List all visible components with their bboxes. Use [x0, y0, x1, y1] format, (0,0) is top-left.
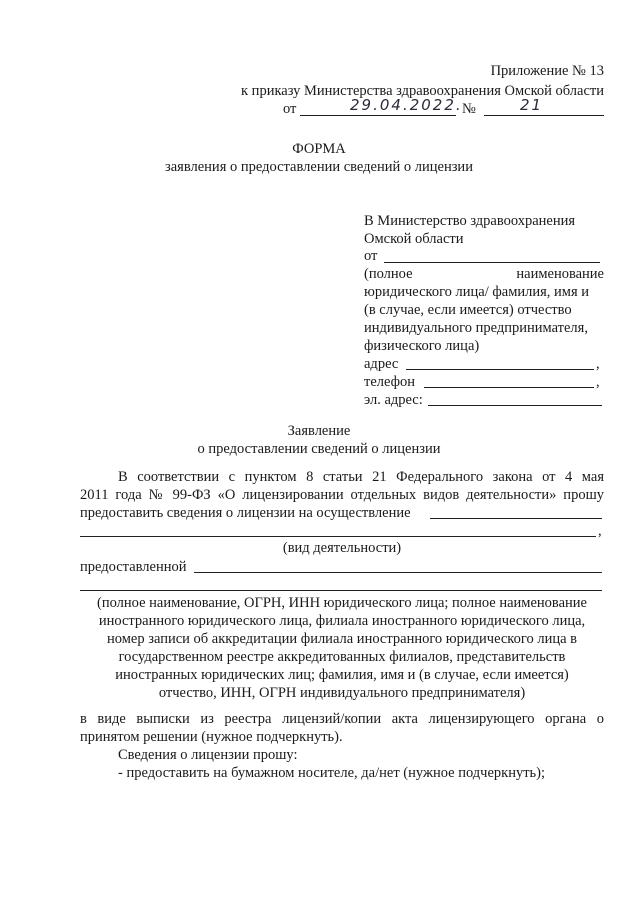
- addressee-from-line: [384, 262, 600, 263]
- para1-line2: 2011 года № 99-ФЗ «О лицензировании отдельных видов деятельности» прошу: [80, 487, 604, 503]
- para2-line1: в виде выписки из реестра лицензий/копии акта лицензирующего органа о: [80, 711, 604, 727]
- addressee-hint-word1: (полное: [364, 266, 413, 282]
- statement-subtitle: о предоставлении сведений о лицензии: [197, 441, 441, 457]
- addressee-from-label: от: [364, 248, 378, 264]
- entity-hint-1: (полное наименование, ОГРН, ИНН юридического лица; полное наименование: [97, 595, 587, 611]
- address-label: адрес: [364, 356, 399, 372]
- appendix-label: Приложение № 13: [490, 63, 604, 79]
- phone-line: [424, 387, 594, 388]
- addressee-hint-line4: индивидуального предпринимателя,: [364, 320, 588, 336]
- order-number-handwritten: 21: [520, 96, 544, 114]
- form-title: ФОРМА: [292, 141, 346, 157]
- para2-line2: принятом решении (нужное подчеркнуть).: [80, 729, 343, 745]
- activity-line-1: [430, 518, 602, 519]
- addressee-hint-line5: физического лица): [364, 338, 480, 354]
- para3: Сведения о лицензии прошу:: [118, 747, 298, 763]
- order-date-line: [300, 115, 456, 116]
- order-date-label: от: [283, 101, 297, 117]
- order-date-handwritten: 29.04.2022.: [350, 96, 463, 114]
- order-reference: к приказу Министерства здравоохранения Омской области: [241, 83, 604, 99]
- entity-hint-4: государственном реестре аккредитованных филиалов, представительств: [118, 649, 566, 665]
- order-number-label: №: [462, 101, 476, 117]
- email-label: эл. адрес:: [364, 392, 423, 408]
- entity-hint-2: иностранного юридического лица, филиала иностранного юридического лица,: [98, 613, 586, 629]
- entity-hint-3: номер записи об аккредитации филиала иностранного юридического лица в: [107, 631, 577, 647]
- phone-label: телефон: [364, 374, 416, 390]
- addressee-hint-line3: (в случае, если имеется) отчество: [364, 302, 572, 318]
- addressee-hint-word2: наименование: [516, 266, 604, 282]
- order-number-line: [484, 115, 604, 116]
- entity-hint-5: иностранных юридических лиц; фамилия, имя и (в случае, если имеется): [115, 667, 569, 683]
- activity-hint: (вид деятельности): [282, 540, 402, 556]
- provided-label: предоставленной: [80, 559, 187, 575]
- address-line: [406, 369, 594, 370]
- provided-line-1: [194, 572, 602, 573]
- activity-line-2: [80, 536, 596, 537]
- addressee-line1: В Министерство здравоохранения: [364, 213, 576, 229]
- provided-line-2: [80, 590, 602, 591]
- para4: - предоставить на бумажном носителе, да/нет (нужное подчеркнуть);: [118, 765, 546, 781]
- addressee-line2: Омской области: [364, 231, 464, 247]
- email-line: [428, 405, 602, 406]
- para1-line1: В соответствии с пунктом 8 статьи 21 Федерального закона от 4 мая: [118, 469, 604, 485]
- addressee-hint-line2: юридического лица/ фамилия, имя и: [364, 284, 590, 300]
- statement-title: Заявление: [287, 423, 351, 439]
- form-subtitle: заявления о предоставлении сведений о лицензии: [165, 159, 473, 175]
- para1-line3: предоставить сведения о лицензии на осуществление: [80, 505, 411, 521]
- entity-hint-6: отчество, ИНН, ОГРН индивидуального предпринимателя): [158, 685, 526, 701]
